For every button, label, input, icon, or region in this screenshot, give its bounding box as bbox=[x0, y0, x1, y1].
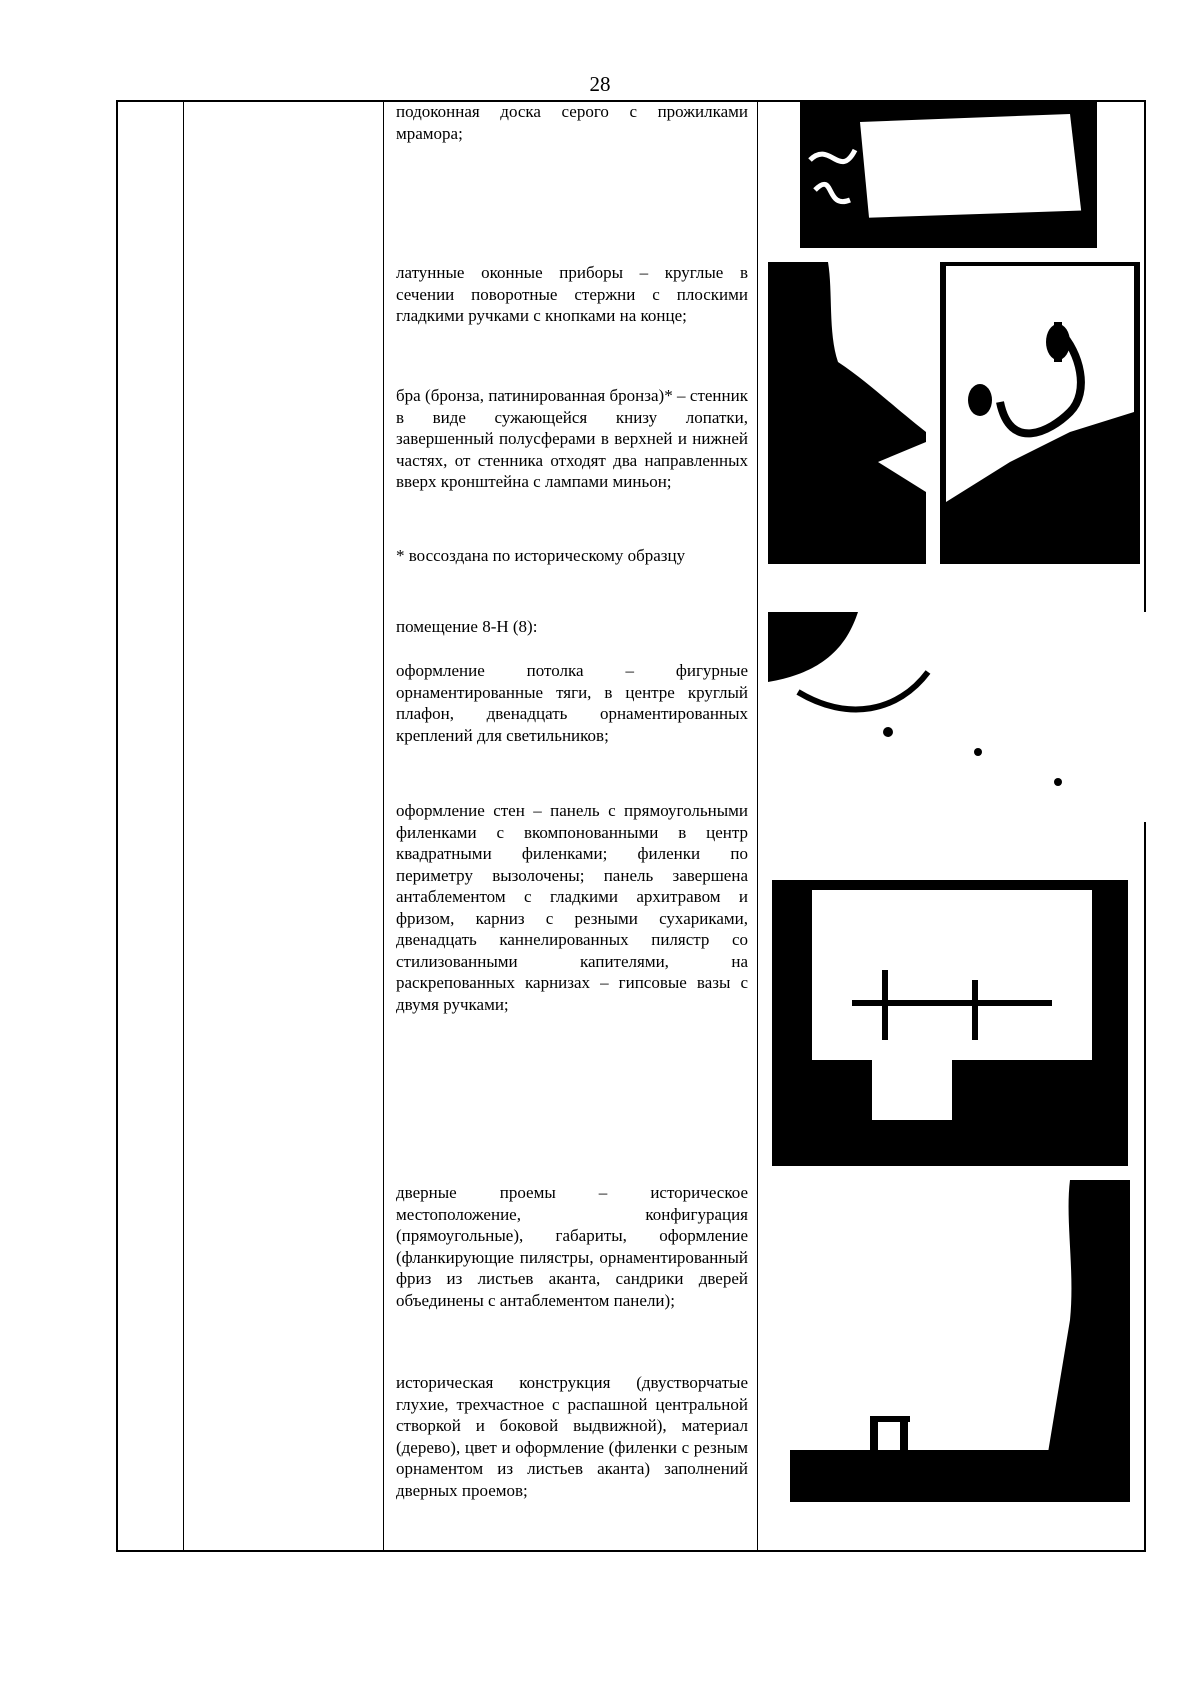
paragraph-windowsill: подоконная доска серого с прожилками мрамора; bbox=[396, 102, 748, 143]
page-number: 28 bbox=[589, 72, 611, 96]
paragraph-walls: оформление стен – панель с прямоугольными филенками с вкомпонованными в центр квадратными филенками; филенки по периметру вызолочены; панель завершена антаблементом с гладкими архитравом и фризом, карниз с резными сухариками, двенадцать каннелированных пилястр со стилизованными капителями, на раскрепованных карнизах – гипсовые вазы с двумя ручками; bbox=[396, 801, 748, 1014]
photo-walls bbox=[772, 880, 1128, 1166]
paragraph-ceiling: оформление потолка – фигурные орнаментированные тяги, в центре круглый плафон, двенадцать орнаментированных креплений для светильников; bbox=[396, 661, 748, 745]
paragraph-footnote: * воссоздана по историческому образцу bbox=[396, 546, 686, 565]
photo-sconce bbox=[940, 262, 1140, 564]
paragraph-doorways: дверные проемы – историческое местоположение, конфигурация (прямоугольные), габариты, оформление (фланкирующие пилястры, орнаментированный фриз из листьев аканта, сандрики дверей объединены с антаблементом панели); bbox=[396, 1183, 748, 1310]
photo-window-fittings bbox=[768, 262, 926, 564]
paragraph-window-fittings: латунные оконные приборы – круглые в сечении поворотные стержни с плоскими гладкими ручками с кнопками на конце; bbox=[396, 263, 748, 325]
photo-windowsill bbox=[800, 100, 1097, 248]
column-divider-3 bbox=[757, 100, 758, 1552]
column-divider-2 bbox=[383, 100, 384, 1552]
photo-doorway bbox=[790, 1180, 1130, 1502]
paragraph-sconce: бра (бронза, патинированная бронза)* – стенник в виде сужающейся книзу лопатки, завершенный полусферами в верхней и нижней частях, от стенника отходят два направленных вверх кронштейна с лампами миньон; bbox=[396, 386, 748, 491]
paragraph-room-heading: помещение 8-Н (8): bbox=[396, 617, 538, 636]
photo-ceiling bbox=[768, 612, 1146, 822]
column-divider-1 bbox=[183, 100, 184, 1552]
paragraph-door-construction: историческая конструкция (двустворчатые глухие, трехчастное с распашной центральной створкой и боковой выдвижной), материал (дерево), цвет и оформление (филенки с резным орнаментом из листьев аканта) заполнений дверных проемов; bbox=[396, 1373, 748, 1500]
